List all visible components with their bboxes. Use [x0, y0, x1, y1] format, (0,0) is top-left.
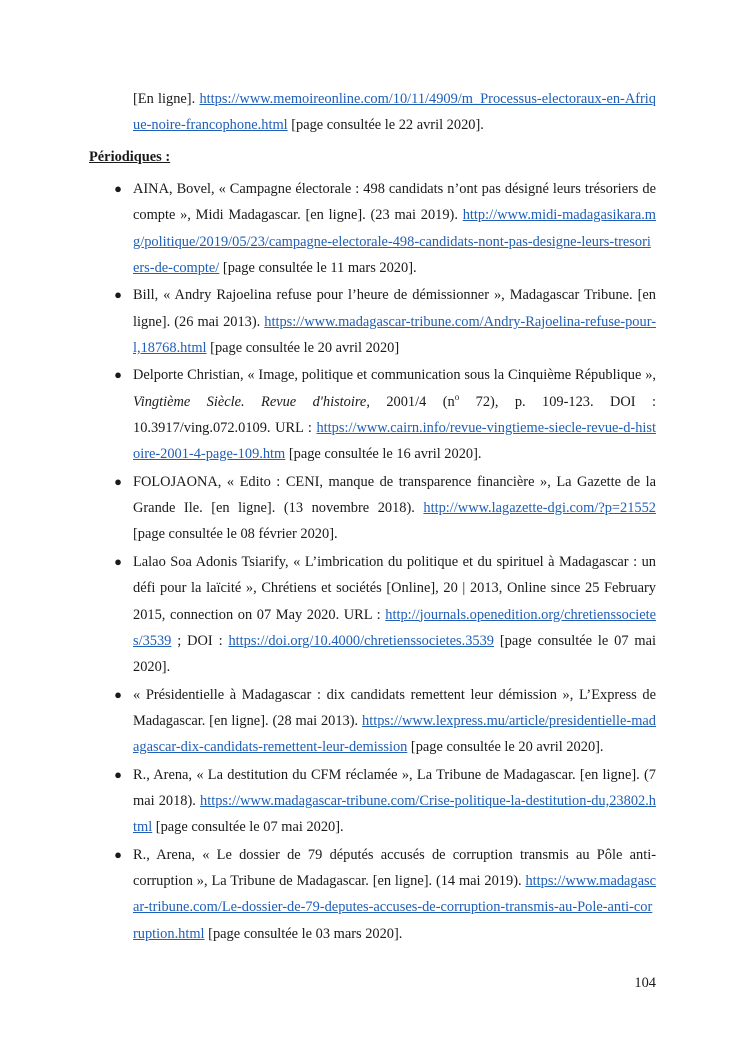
reference-text: R., Arena, « La destitution du CFM réclamée », La Tribune de Madagascar. [en ligne]. (7 mai 2018). — [133, 766, 656, 809]
reference-link[interactable]: https://www.madagascar-tribune.com/Andry-Rajoelina-refuse-pour-l,18768.html — [133, 313, 656, 356]
reference-access-date: [page consultée le 20 avril 2020] — [206, 339, 400, 356]
list-item — [114, 549, 656, 680]
bullet-icon: ● — [114, 181, 122, 196]
reference-link[interactable]: https://www.madagascar-tribune.com/Crise-politique-la-destitution-du,23802.html — [133, 792, 656, 836]
continued-reference-link[interactable]: https://www.memoireonline.com/10/11/4909/m_Processus-electoraux-en-Afrique-noire-francophone.html — [133, 91, 656, 134]
bullet-icon: ● — [114, 686, 122, 702]
page-number: 104 — [634, 975, 656, 991]
reference-link[interactable]: http://www.lagazette-dgi.com/?p=21552 — [423, 500, 656, 517]
list-item — [114, 176, 656, 281]
reference-text: « Présidentielle à Madagascar : dix candidats remettent leur démission », L’Express de Madagascar. [en ligne]. (28 mai 2013). — [133, 686, 656, 729]
reference-link[interactable]: http://journals.openedition.org/chretienssocietes/3539 — [133, 606, 656, 649]
reference-link[interactable]: https://www.madagascar-tribune.com/Le-dossier-de-79-deputes-accuses-de-corruption-transmis-au-Pole-anti-corruption.html — [133, 873, 656, 942]
superscript: o — [454, 391, 460, 402]
reference-access-date: [page consultée le 07 mai 2020]. — [152, 819, 344, 836]
reference-text: FOLOJAONA, « Edito : CENI, manque de transparence financière », La Gazette de la Grande Ile. [en ligne]. (13 novembre 2018). — [133, 473, 656, 517]
reference-access-date: [page consultée le 07 mai 2020]. — [133, 632, 656, 676]
reference-text: , 2001/4 (n — [366, 393, 455, 410]
reference-text: R., Arena, « Le dossier de 79 députés accusés de corruption transmis au Pôle anti-corruption », La Tribune de Madagascar. [en ligne]. (14 mai 2019). — [133, 846, 656, 890]
list-item — [114, 842, 656, 947]
reference-text: ; DOI : — [171, 632, 229, 649]
reference-text: Delporte Christian, « Image, politique et communication sous la Cinquième République », — [133, 367, 656, 384]
bullet-icon: ● — [114, 846, 122, 862]
list-item — [114, 682, 656, 761]
list-item — [114, 762, 656, 841]
continued-prefix: [En ligne]. — [133, 91, 200, 107]
reference-link[interactable]: http://www.midi-madagasikara.mg/politique/2019/05/23/campagne-electorale-498-candidats-nont-pas-designe-leurs-tresoriers-de-compte/ — [133, 207, 656, 276]
bullet-icon: ● — [114, 473, 122, 489]
reference-link[interactable]: https://www.lexpress.mu/article/presidentielle-madagascar-dix-candidats-remettent-leur-demission — [133, 712, 656, 756]
bullet-icon: ● — [114, 287, 122, 303]
reference-text: Bill, « Andry Rajoelina refuse pour l’heure de démissionner », Madagascar Tribune. [en ligne]. (26 mai 2013). — [133, 287, 656, 330]
section-heading: Périodiques : — [89, 149, 171, 165]
reference-link[interactable]: https://www.cairn.info/revue-vingtieme-siecle-revue-d-histoire-2001-4-page-109.htm — [133, 420, 656, 463]
list-item — [114, 282, 656, 361]
periodicals-list — [114, 176, 656, 948]
reference-access-date: [page consultée le 03 mars 2020]. — [204, 925, 403, 942]
reference-text: AINA, Bovel, « Campagne électorale : 498 candidats n’ont pas désigné leurs trésoriers de compte », Midi Madagascar. [en ligne]. (23 mai 2019). — [133, 181, 656, 224]
reference-access-date: [page consultée le 08 février 2020]. — [133, 526, 338, 543]
reference-access-date: [page consultée le 16 avril 2020]. — [285, 446, 482, 463]
reference-access-date: [page consultée le 20 avril 2020]. — [407, 739, 604, 756]
continued-suffix: [page consultée le 22 avril 2020]. — [287, 117, 484, 134]
list-item — [114, 362, 656, 467]
bullet-icon: ● — [114, 553, 122, 569]
reference-access-date: [page consultée le 11 mars 2020]. — [219, 259, 417, 276]
continued-reference — [133, 86, 656, 139]
bullet-icon: ● — [114, 766, 122, 782]
doi-link[interactable]: https://doi.org/10.4000/chretienssocietes.3539 — [228, 632, 494, 649]
reference-text: Lalao Soa Adonis Tsiarify, « L’imbrication du politique et du spirituel à Madagascar : un défi pour la laïcité », Chrétiens et sociétés [Online], 20 | 2013, Online since 25 February 2015, connection on 07 May 2020. URL : — [133, 553, 656, 623]
reference-text: 72), p. 109-123. DOI : 10.3917/ving.072.0109. URL : — [133, 393, 656, 437]
journal-title: Vingtième Siècle. Revue d'histoire — [133, 393, 367, 410]
bullet-icon: ● — [114, 367, 122, 383]
list-item — [114, 469, 656, 548]
